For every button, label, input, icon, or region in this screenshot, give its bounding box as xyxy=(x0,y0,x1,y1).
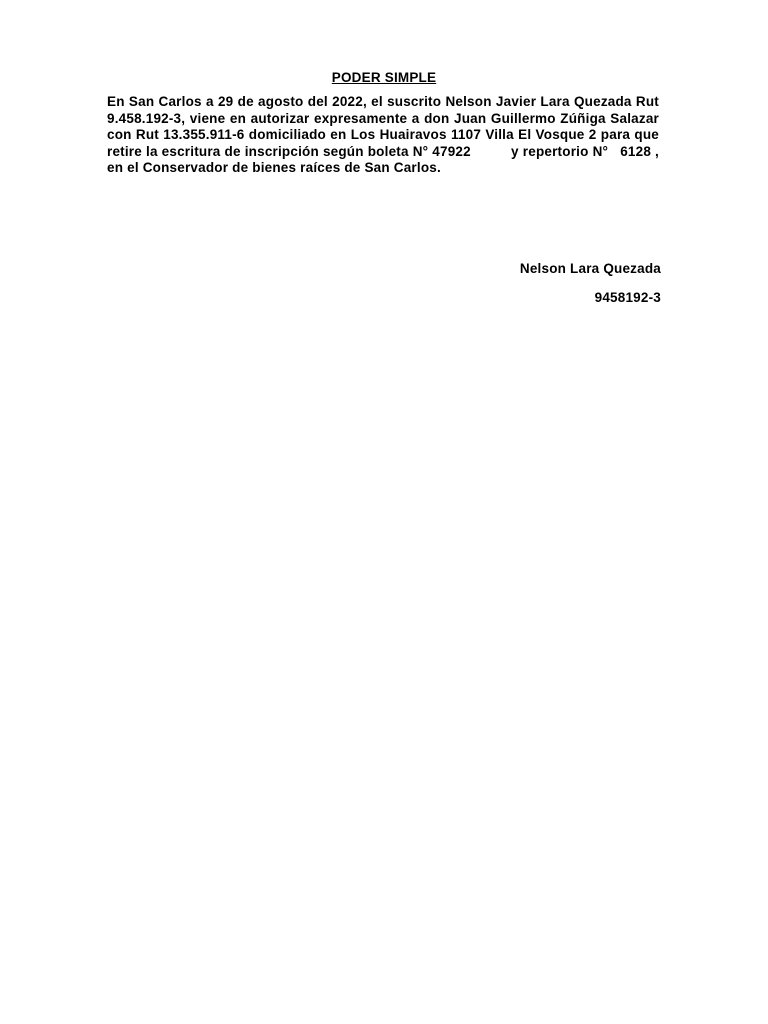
document-title: PODER SIMPLE xyxy=(331,70,437,85)
signer-id-number: 9458192-3 xyxy=(594,290,661,305)
document-body-paragraph: En San Carlos a 29 de agosto del 2022, el suscrito Nelson Javier Lara Quezada Rut 9.458.192-3, viene en autorizar expresamente a don Juan Guillermo Zúñiga Salazar con Rut 13.355.911-6 domiciliado en Los Huairavos 1107 Villa El Vosque 2 para que retire la escritura de inscripción según boleta N° 47922 y repertorio N° 6128 , en el Conservador de bienes raíces de San Carlos. xyxy=(107,94,663,175)
signer-name: Nelson Lara Quezada xyxy=(519,261,661,276)
